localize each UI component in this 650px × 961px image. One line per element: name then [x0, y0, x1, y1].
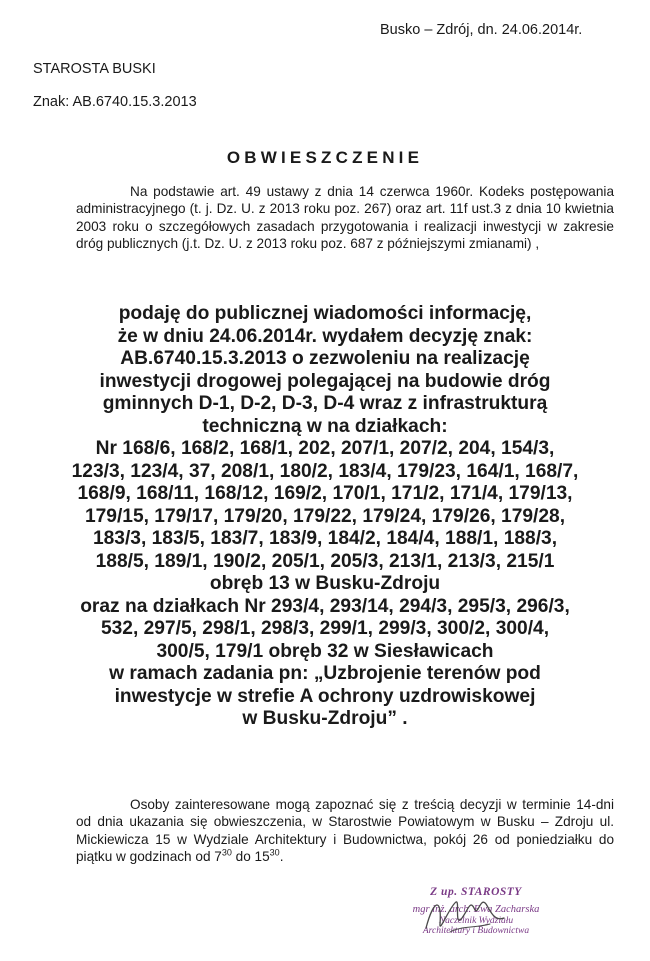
decision-line: AB.6740.15.3.2013 o zezwoleniu na realizację [120, 348, 530, 369]
handwritten-signature [420, 888, 510, 948]
decision-line: 188/5, 189/1, 190/2, 205/1, 205/3, 213/1, 213/3, 215/1 [95, 550, 555, 572]
hour-superscript: 30 [221, 847, 232, 858]
place-and-date: Busko – Zdrój, dn. 24.06.2014r. [380, 22, 583, 38]
decision-line: obręb 13 w Busku-Zdroju [209, 573, 441, 594]
decision-line: oraz na działkach Nr 293/4, 293/14, 294/3, 295/3, 296/3, [80, 595, 570, 617]
notice-text: Osoby zainteresowane mogą zapoznać się z treścią decyzji w terminie 14-dni od dnia ukazania się obwieszczenia, w Starostwie Powiatowym w Busku – Zdroju ul. Mickiewicza 15 w Wydziale Architektury i Budownictwa, pokój 26 od poniedziałku do piątku w godzinach od 7 [76, 797, 614, 865]
hour-superscript: 30 [269, 847, 280, 858]
notice-text: . [279, 849, 284, 865]
decision-announcement [0, 303, 650, 731]
decision-line: że w dniu 24.06.2014r. wydałem decyzję znak: [117, 325, 533, 347]
decision-line: w ramach zadania pn: „Uzbrojenie terenów pod [109, 663, 541, 684]
decision-line: Nr 168/6, 168/2, 168/1, 202, 207/1, 207/2, 204, 154/3, [95, 438, 555, 459]
decision-line: inwestycje w strefie A ochrony uzdrowiskowej [114, 685, 536, 707]
stamp-line: Naczelnik Wydziału [438, 916, 514, 926]
decision-line: inwestycji drogowej polegającej na budowie dróg [99, 370, 551, 392]
issuing-authority: STAROSTA BUSKI [33, 61, 156, 77]
legal-basis-paragraph: Na podstawie art. 49 ustawy z dnia 14 czerwca 1960r. Kodeks postępowania administracyjnego (t. j. Dz. U. z 2013 roku poz. 267) oraz art. 11f ust.3 z dnia 10 kwietnia 2003 roku o szczegółowych zasadach przygotowania i realizacji inwestycji w zakresie dróg publicznych (j.t. Dz. U. z 2013 roku poz. 687 z późniejszymi zmianami) , [76, 184, 614, 252]
inspection-notice-paragraph [76, 796, 614, 866]
decision-line: w Busku-Zdroju” . [242, 708, 408, 729]
decision-line: 179/15, 179/17, 179/20, 179/22, 179/24, 179/26, 179/28, [84, 505, 566, 527]
decision-line: 532, 297/5, 298/1, 298/3, 299/1, 299/3, 300/2, 300/4, [100, 618, 550, 639]
decision-line: 183/3, 183/5, 183/7, 183/9, 184/2, 184/4, 188/1, 188/3, [92, 528, 558, 549]
decision-line: 168/9, 168/11, 168/12, 169/2, 170/1, 171/2, 171/4, 179/13, [77, 483, 573, 504]
stamp-line: Architektury i Budownictwa [422, 926, 530, 936]
notice-text: do 15 [231, 849, 270, 865]
document-title: OBWIESZCZENIE [226, 148, 424, 167]
decision-line: 123/3, 123/4, 37, 208/1, 180/2, 183/4, 179/23, 164/1, 168/7, [71, 460, 579, 482]
stamp-line: Z up. STAROSTY [430, 886, 522, 898]
decision-line: 300/5, 179/1 obręb 32 w Siesławicach [156, 640, 494, 662]
stamp-line: mgr inż. arch. Ewa Zacharska [412, 904, 540, 915]
decision-line: podaję do publicznej wiadomości informację, [118, 303, 532, 324]
decision-line: gminnych D-1, D-2, D-3, D-4 wraz z infrastrukturą [102, 393, 548, 414]
decision-line: techniczną w na działkach: [202, 415, 448, 437]
reference-number: Znak: AB.6740.15.3.2013 [33, 94, 197, 110]
